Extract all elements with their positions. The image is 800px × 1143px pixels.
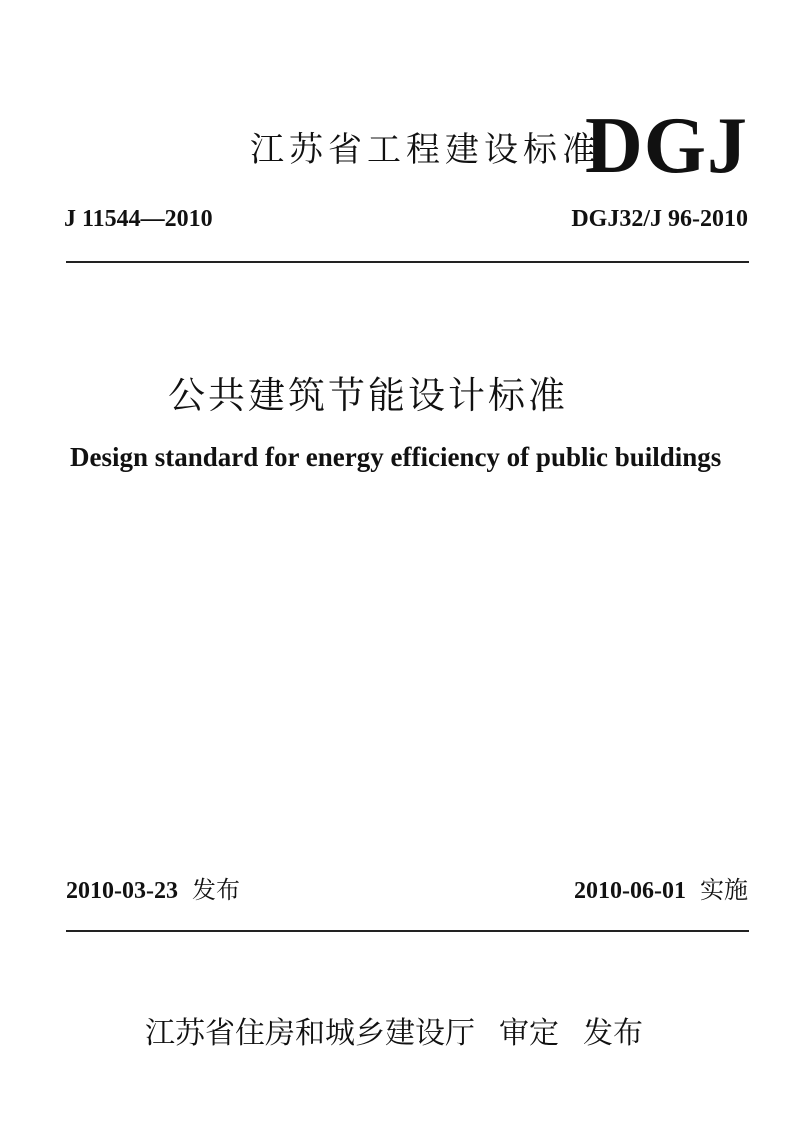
issue-label: 发布 <box>191 876 240 904</box>
effective-date: 2010-06-01 <box>574 878 686 904</box>
national-record-number: J 11544—2010 <box>64 206 213 232</box>
issue-date: 2010-03-23 <box>66 878 178 904</box>
issue-date-line <box>66 874 240 907</box>
issuer-department: 江苏省住房和城乡建设厅 <box>145 1016 475 1051</box>
issuing-authority <box>145 1014 643 1054</box>
bottom-divider <box>66 930 749 932</box>
issuer-approve: 审定 <box>499 1016 559 1051</box>
standard-category-label: 江苏省工程建设标准 <box>250 130 601 170</box>
standard-number: DGJ32/J 96-2010 <box>571 206 748 232</box>
title-english: Design standard for energy efficiency of public buildings <box>70 442 722 472</box>
dgj-logo: DGJ <box>585 102 748 190</box>
issuer-publish: 发布 <box>583 1016 643 1051</box>
title-chinese: 公共建筑节能设计标准 <box>168 374 568 417</box>
effective-date-line <box>574 874 748 907</box>
top-divider <box>66 261 749 263</box>
effective-label: 实施 <box>700 876 748 904</box>
